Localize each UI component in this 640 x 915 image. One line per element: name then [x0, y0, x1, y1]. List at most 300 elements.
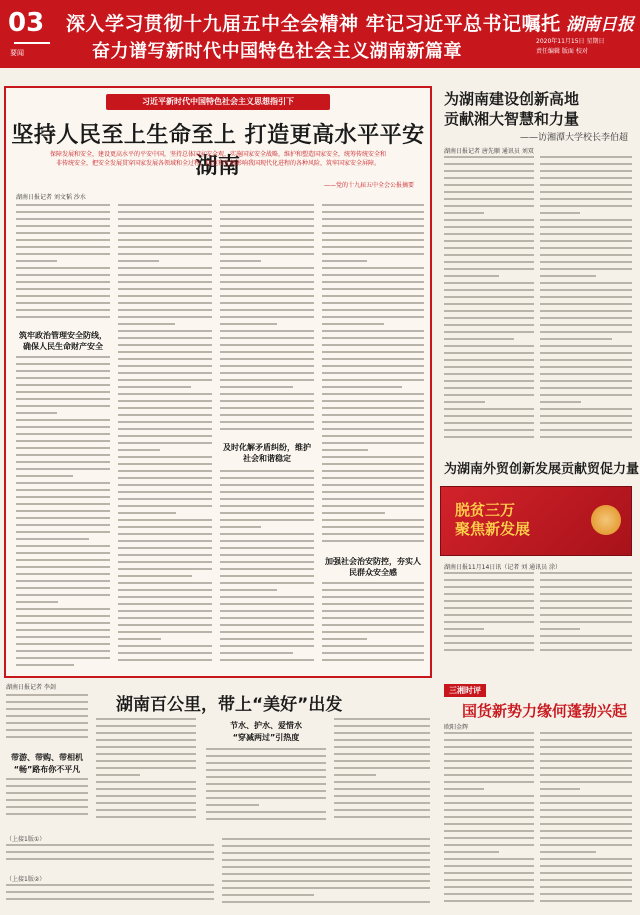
left-strip-byline: 湖南日报记者 李剑 — [6, 684, 56, 691]
body-text-line — [444, 593, 534, 595]
body-text-line — [220, 386, 293, 388]
body-text-line — [540, 394, 632, 396]
body-text-line — [220, 547, 314, 549]
body-text-line — [206, 769, 326, 771]
body-text-line — [16, 503, 110, 505]
body-text-line — [322, 505, 424, 507]
body-text-line — [16, 377, 110, 379]
body-text-line — [96, 753, 196, 755]
body-text-line — [220, 379, 314, 381]
body-text-line — [118, 253, 212, 255]
body-text-line — [118, 533, 212, 535]
body-text-line — [322, 267, 424, 269]
body-text-line — [322, 603, 424, 605]
body-text-line — [334, 725, 430, 727]
body-text-line — [16, 239, 110, 241]
body-text-line — [96, 725, 196, 727]
body-text-line — [334, 767, 430, 769]
lead-byline: 湖南日报记者 刘文韬 沙水 — [16, 194, 86, 201]
body-text-line — [540, 240, 632, 242]
body-text-line — [540, 893, 632, 895]
body-text-line — [220, 204, 314, 206]
right-top-col-2 — [540, 156, 632, 446]
body-text-line — [220, 407, 314, 409]
body-text-line — [322, 491, 424, 493]
commentary-byline: 欧阳金辉 — [444, 724, 469, 731]
body-text-line — [16, 274, 110, 276]
body-text-line — [540, 205, 632, 207]
body-text-line — [322, 407, 424, 409]
body-text-line — [220, 470, 314, 472]
body-text-line — [444, 205, 534, 207]
body-text-line — [6, 813, 88, 815]
body-text-line — [16, 260, 57, 262]
body-text-line — [322, 449, 368, 451]
issue-date: 2020年11月15日 星期日 — [536, 38, 605, 45]
news-photo — [440, 486, 632, 556]
body-text-line — [322, 645, 424, 647]
body-text-line — [6, 898, 214, 900]
body-text-line — [444, 858, 534, 860]
body-text-line — [220, 631, 314, 633]
continuation-a: （上接1版①） — [6, 836, 46, 843]
paper-logo: 湖南日报 — [566, 15, 634, 35]
body-text-line — [444, 572, 534, 574]
body-text-line — [444, 275, 499, 277]
body-text-line — [118, 372, 212, 374]
editor-credits: 责任编辑 版面 校对 — [536, 48, 588, 55]
body-text-line — [322, 659, 424, 661]
body-text-line — [444, 753, 534, 755]
page-number: 03 — [8, 8, 45, 38]
body-text-line — [322, 386, 402, 388]
body-text-line — [444, 219, 534, 221]
continuation-col-c — [222, 838, 430, 910]
lead-intro: 保障发展和安全，建设更高水平的平安中国，坚持总体国家安全观，实施国家安全战略，维护和塑造国家安全，统筹传统安全和非传统安全，把安全发展贯穿国家发展各领域和全过程，防范和化解影响我国现代化进程的各种风险，筑牢国家安全屏障。 — [50, 151, 387, 167]
body-text-line — [220, 575, 314, 577]
bottom-col-1 — [96, 718, 196, 828]
body-text-line — [118, 414, 212, 416]
body-text-line — [540, 600, 632, 602]
banner-headline-2: 奋力谱写新时代中国特色社会主义湖南新篇章 — [92, 41, 462, 62]
body-text-line — [444, 380, 534, 382]
body-text-line — [322, 372, 424, 374]
body-text-line — [16, 302, 110, 304]
body-text-line — [222, 859, 430, 861]
body-text-line — [118, 463, 212, 465]
body-text-line — [220, 372, 314, 374]
body-text-line — [6, 722, 88, 724]
body-text-line — [16, 433, 110, 435]
body-text-line — [16, 267, 110, 269]
body-text-line — [444, 767, 534, 769]
body-text-line — [540, 310, 632, 312]
body-text-line — [540, 366, 632, 368]
body-text-line — [6, 785, 88, 787]
body-text-line — [540, 816, 632, 818]
photo-highlight — [591, 505, 621, 535]
body-text-line — [444, 614, 534, 616]
body-text-line — [16, 246, 110, 248]
body-text-line — [16, 426, 110, 428]
body-text-line — [16, 566, 110, 568]
right-top-col-1 — [444, 156, 534, 446]
body-text-line — [220, 477, 314, 479]
body-text-line — [444, 184, 534, 186]
body-text-line — [118, 379, 212, 381]
body-text-line — [444, 394, 534, 396]
body-text-line — [540, 373, 632, 375]
bottom-subhead-2: “穿减两过”引热度 — [232, 733, 300, 742]
body-text-line — [444, 212, 484, 214]
body-text-line — [16, 650, 110, 652]
body-text-line — [118, 316, 212, 318]
body-text-line — [16, 657, 110, 659]
body-text-line — [16, 281, 110, 283]
body-text-line — [322, 638, 367, 640]
body-text-line — [540, 865, 632, 867]
body-text-line — [16, 510, 110, 512]
body-text-line — [118, 358, 212, 360]
body-text-line — [322, 260, 367, 262]
lead-subhead-2: 及时化解矛盾纠纷，维护社会和谐稳定 — [223, 443, 311, 463]
body-text-line — [220, 526, 261, 528]
body-text-line — [444, 303, 534, 305]
body-text-line — [16, 384, 110, 386]
body-text-line — [322, 295, 424, 297]
body-text-line — [322, 456, 424, 458]
body-text-line — [444, 338, 514, 340]
body-text-line — [222, 880, 430, 882]
bottom-col-3 — [334, 718, 430, 828]
body-text-line — [16, 232, 110, 234]
body-text-line — [220, 484, 314, 486]
body-text-line — [118, 652, 212, 654]
body-text-line — [444, 170, 534, 172]
body-text-line — [220, 239, 314, 241]
body-text-line — [220, 400, 314, 402]
body-text-line — [540, 184, 632, 186]
body-text-line — [540, 282, 632, 284]
body-text-line — [220, 603, 314, 605]
body-text-line — [444, 746, 534, 748]
body-text-line — [322, 526, 424, 528]
body-text-line — [222, 894, 314, 896]
body-text-line — [444, 600, 534, 602]
body-text-line — [444, 795, 534, 797]
body-text-line — [322, 442, 424, 444]
body-text-line — [220, 246, 314, 248]
body-text-line — [322, 652, 424, 654]
body-text-line — [220, 638, 314, 640]
body-text-line — [540, 851, 596, 853]
body-text-line — [16, 531, 110, 533]
body-text-line — [444, 802, 534, 804]
body-text-line — [118, 211, 212, 213]
body-text-line — [118, 407, 212, 409]
body-text-line — [16, 211, 110, 213]
body-text-line — [220, 561, 314, 563]
body-text-line — [16, 587, 110, 589]
body-text-line — [334, 809, 430, 811]
body-text-line — [444, 345, 534, 347]
body-text-line — [444, 893, 534, 895]
right-mid-col-1 — [444, 572, 534, 662]
body-text-line — [206, 776, 326, 778]
body-text-line — [118, 309, 212, 311]
body-text-line — [322, 610, 424, 612]
body-text-line — [540, 254, 632, 256]
body-text-line — [322, 239, 424, 241]
body-text-line — [444, 408, 534, 410]
body-text-line — [540, 746, 632, 748]
body-text-line — [118, 456, 212, 458]
body-text-line — [540, 212, 580, 214]
body-text-line — [118, 218, 212, 220]
body-text-line — [96, 809, 196, 811]
body-text-line — [540, 436, 632, 438]
body-text-line — [220, 302, 314, 304]
body-text-line — [118, 428, 212, 430]
body-text-line — [118, 512, 176, 514]
body-text-line — [540, 268, 632, 270]
body-text-line — [16, 629, 110, 631]
body-text-line — [540, 401, 581, 403]
body-text-line — [16, 517, 110, 519]
body-text-line — [16, 412, 57, 414]
body-text-line — [220, 323, 277, 325]
body-text-line — [16, 405, 110, 407]
lead-col-1b — [16, 356, 110, 672]
body-text-line — [322, 519, 424, 521]
body-text-line — [16, 594, 110, 596]
body-text-line — [16, 218, 110, 220]
body-text-line — [118, 393, 212, 395]
body-text-line — [96, 781, 196, 783]
body-text-line — [118, 470, 212, 472]
lead-subhead-1: 筑牢政治管理安全防线，确保人民生命财产安全 — [19, 331, 107, 351]
body-text-line — [444, 760, 534, 762]
body-text-line — [220, 225, 314, 227]
body-text-line — [206, 818, 326, 820]
body-text-line — [118, 568, 212, 570]
body-text-line — [322, 540, 424, 542]
body-text-line — [6, 708, 88, 710]
body-text-line — [16, 538, 89, 540]
body-text-line — [6, 715, 88, 717]
lead-title: 坚持人民至上生命至上 打造更高水平平安湖南 — [11, 123, 425, 179]
body-text-line — [322, 596, 424, 598]
body-text-line — [334, 732, 430, 734]
body-text-line — [118, 477, 212, 479]
body-text-line — [118, 519, 212, 521]
body-text-line — [118, 260, 159, 262]
body-text-line — [444, 324, 534, 326]
body-text-line — [118, 421, 212, 423]
body-text-line — [16, 615, 110, 617]
body-text-line — [322, 589, 424, 591]
body-text-line — [540, 380, 632, 382]
body-text-line — [540, 331, 632, 333]
body-text-line — [118, 365, 212, 367]
body-text-line — [322, 316, 424, 318]
body-text-line — [540, 226, 632, 228]
body-text-line — [540, 170, 632, 172]
body-text-line — [6, 778, 88, 780]
body-text-line — [118, 295, 212, 297]
body-text-line — [322, 512, 385, 514]
body-text-line — [540, 247, 632, 249]
page-header — [0, 0, 640, 68]
body-text-line — [220, 414, 314, 416]
body-text-line — [6, 844, 214, 846]
body-text-line — [222, 852, 430, 854]
body-text-line — [16, 636, 110, 638]
body-text-line — [118, 575, 192, 577]
body-text-line — [444, 247, 534, 249]
bottom-title: 湖南百公里，带上“美好”出发 — [116, 695, 343, 715]
body-text-line — [118, 386, 191, 388]
body-text-line — [444, 317, 534, 319]
body-text-line — [206, 797, 326, 799]
body-text-line — [220, 421, 314, 423]
body-text-line — [322, 337, 424, 339]
body-text-line — [444, 872, 534, 874]
body-text-line — [16, 204, 110, 206]
body-text-line — [444, 809, 534, 811]
body-text-line — [118, 484, 212, 486]
body-text-line — [118, 617, 212, 619]
body-text-line — [540, 732, 632, 734]
body-text-line — [220, 428, 314, 430]
body-text-line — [444, 886, 534, 888]
body-text-line — [16, 288, 110, 290]
body-text-line — [16, 524, 110, 526]
body-text-line — [322, 435, 424, 437]
body-text-line — [96, 788, 196, 790]
lead-subhead-3: 加强社会治安防控，夯实人民群众安全感 — [325, 557, 421, 577]
body-text-line — [220, 337, 314, 339]
lead-col-2 — [118, 204, 212, 672]
body-text-line — [540, 324, 632, 326]
body-text-line — [16, 440, 110, 442]
body-text-line — [16, 295, 110, 297]
body-text-line — [16, 573, 110, 575]
body-text-line — [322, 624, 424, 626]
body-text-line — [540, 387, 632, 389]
body-text-line — [444, 198, 534, 200]
body-text-line — [6, 851, 214, 853]
body-text-line — [540, 303, 632, 305]
body-text-line — [322, 631, 424, 633]
body-text-line — [334, 760, 430, 762]
right-mid-title: 为湖南外贸创新发展贡献贸促力量 — [444, 462, 640, 477]
body-text-line — [444, 282, 534, 284]
body-text-line — [334, 795, 430, 797]
body-text-line — [16, 253, 110, 255]
body-text-line — [222, 887, 430, 889]
right-top-title-2: 贡献湘大智慧和力量 — [444, 110, 580, 128]
body-text-line — [444, 436, 534, 438]
body-text-line — [118, 337, 212, 339]
body-text-line — [322, 274, 424, 276]
left-strip-col-b — [6, 778, 88, 824]
body-text-line — [96, 795, 196, 797]
body-text-line — [444, 865, 534, 867]
body-text-line — [540, 198, 632, 200]
body-text-line — [118, 554, 212, 556]
body-text-line — [16, 643, 110, 645]
body-text-line — [118, 442, 212, 444]
body-text-line — [444, 732, 534, 734]
body-text-line — [220, 253, 314, 255]
body-text-line — [118, 526, 212, 528]
body-text-line — [540, 795, 632, 797]
body-text-line — [220, 393, 314, 395]
body-text-line — [540, 572, 632, 574]
body-text-line — [118, 302, 212, 304]
body-text-line — [220, 617, 314, 619]
body-text-line — [540, 781, 632, 783]
body-text-line — [118, 540, 212, 542]
body-text-line — [322, 302, 424, 304]
body-text-line — [118, 505, 212, 507]
right-top-subtitle: ——访湘潭大学校长李伯超 — [520, 133, 629, 143]
body-text-line — [444, 879, 534, 881]
banner-headline-1: 深入学习贯彻十九届五中全会精神 牢记习近平总书记嘱托 — [66, 13, 561, 35]
body-text-line — [220, 659, 314, 661]
body-text-line — [334, 788, 430, 790]
body-text-line — [6, 736, 88, 738]
body-text-line — [334, 739, 430, 741]
body-text-line — [118, 596, 212, 598]
body-text-line — [322, 225, 424, 227]
body-text-line — [540, 219, 632, 221]
body-text-line — [444, 373, 534, 375]
body-text-line — [118, 631, 212, 633]
body-text-line — [206, 755, 326, 757]
body-text-line — [220, 596, 314, 598]
body-text-line — [444, 352, 534, 354]
body-text-line — [118, 603, 212, 605]
body-text-line — [540, 649, 632, 651]
body-text-line — [118, 491, 212, 493]
lead-col-3 — [220, 204, 314, 438]
body-text-line — [118, 638, 161, 640]
body-text-line — [540, 338, 612, 340]
body-text-line — [540, 177, 632, 179]
body-text-line — [334, 816, 430, 818]
body-text-line — [322, 323, 384, 325]
body-text-line — [118, 330, 212, 332]
body-text-line — [322, 246, 424, 248]
lead-col-4 — [322, 204, 424, 552]
body-text-line — [322, 498, 424, 500]
body-text-line — [322, 379, 424, 381]
body-text-line — [444, 607, 534, 609]
body-text-line — [540, 900, 632, 902]
body-text-line — [540, 415, 632, 417]
body-text-line — [16, 664, 74, 666]
body-text-line — [540, 191, 632, 193]
body-text-line — [322, 218, 424, 220]
body-text-line — [206, 783, 326, 785]
body-text-line — [540, 802, 632, 804]
body-text-line — [540, 788, 580, 790]
body-text-line — [444, 628, 484, 630]
body-text-line — [444, 621, 534, 623]
body-text-line — [118, 281, 212, 283]
